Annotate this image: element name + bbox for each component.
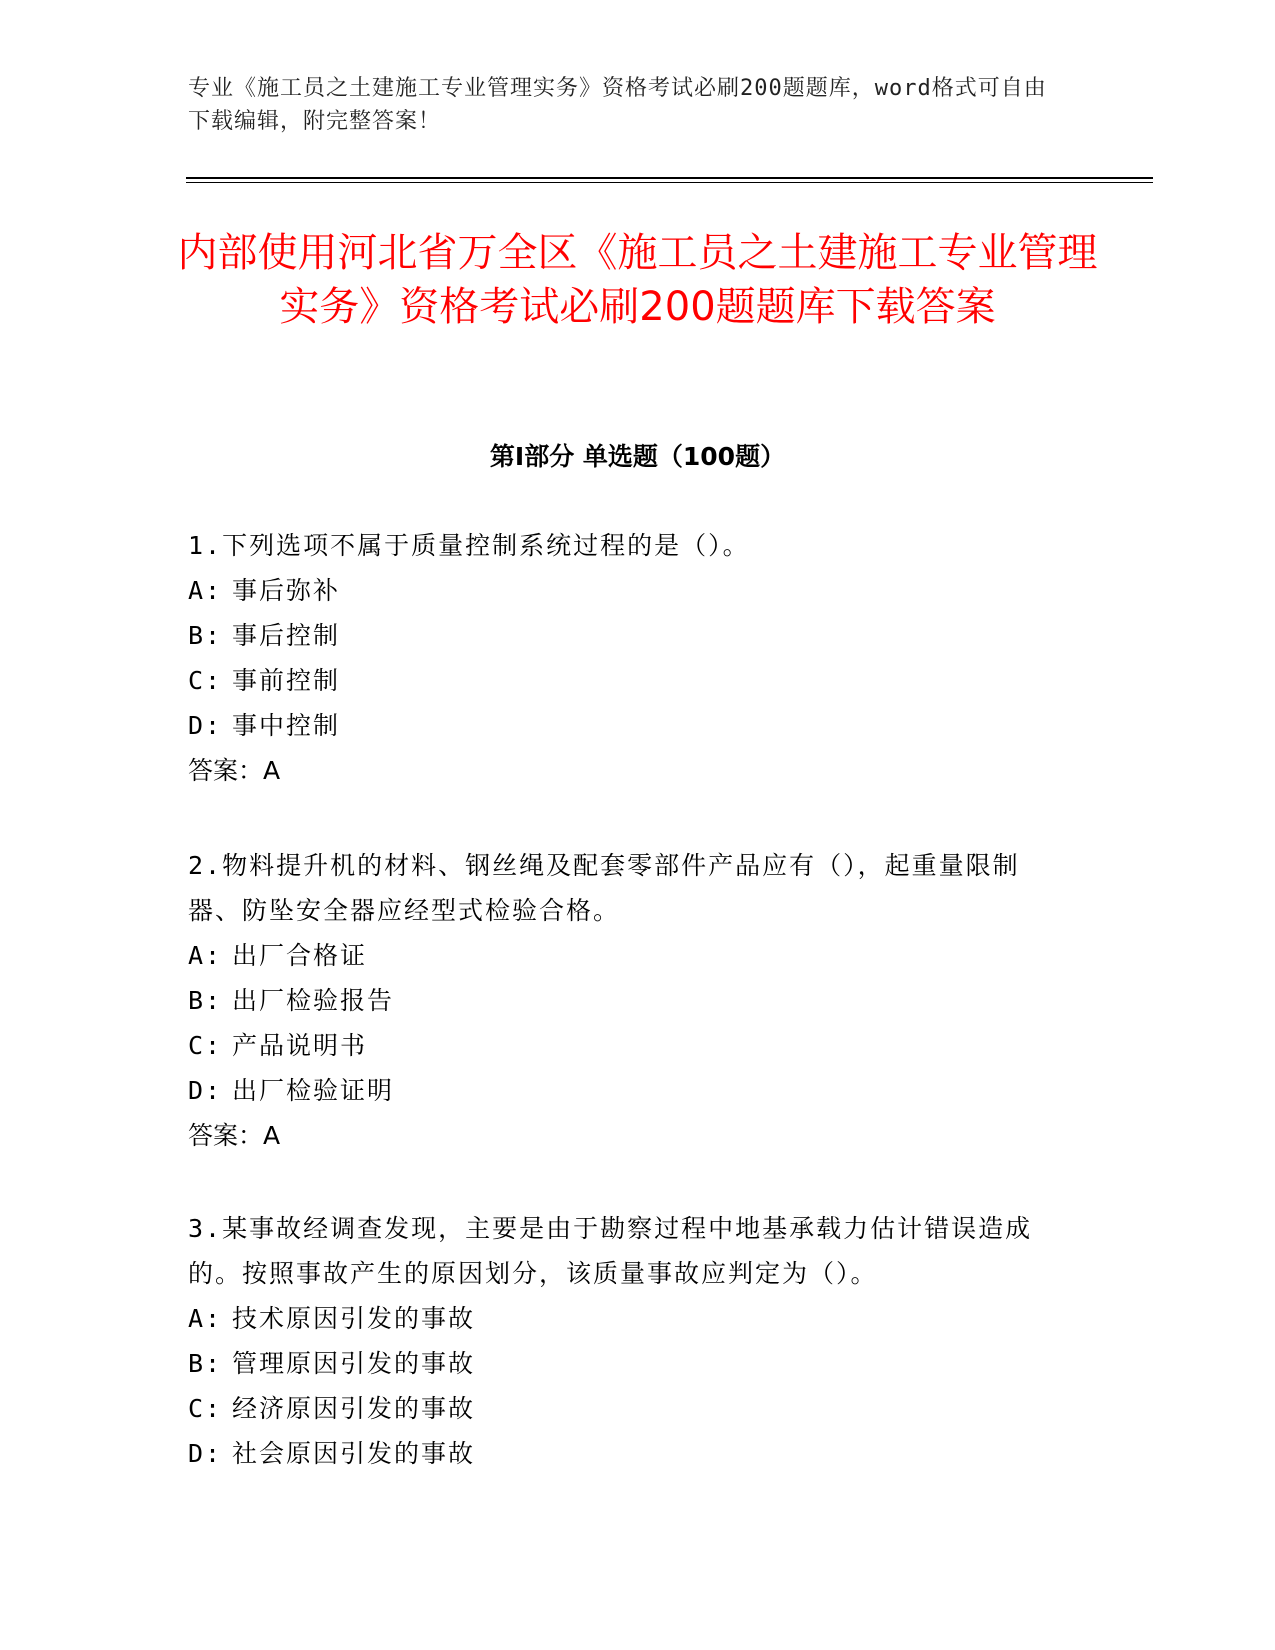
document-title: 内部使用河北省万全区《施工员之土建施工专业管理实务》资格考试必刷200题题库下载答案 — [177, 230, 1098, 330]
option-letter: A: — [188, 576, 223, 605]
option-letter: C: — [188, 666, 223, 695]
option-c — [188, 658, 1068, 703]
question-stem: 3.某事故经调查发现，主要是由于勘察过程中地基承载力估计错误造成的。按照事故产生的原因划分，该质量事故应判定为（）。 — [188, 1214, 1033, 1288]
question-1 — [188, 523, 1068, 793]
option-text: 出厂合格证 — [232, 941, 368, 970]
option-d — [188, 1068, 1068, 1113]
header-rule-thick — [186, 177, 1153, 179]
option-letter: D: — [188, 1076, 223, 1105]
option-text: 事中控制 — [232, 711, 341, 740]
question-stem: 2.物料提升机的材料、钢丝绳及配套零部件产品应有（），起重量限制器、防坠安全器应经型式检验合格。 — [188, 851, 1020, 925]
option-letter: B: — [188, 1349, 223, 1378]
option-text: 产品说明书 — [232, 1031, 368, 1060]
option-a — [188, 568, 1068, 613]
option-d — [188, 703, 1068, 748]
option-text: 经济原因引发的事故 — [232, 1394, 476, 1423]
option-letter: D: — [188, 1439, 223, 1468]
option-letter: B: — [188, 621, 223, 650]
option-text: 事后控制 — [232, 621, 341, 650]
option-letter: B: — [188, 986, 223, 1015]
header-rule-thin — [186, 182, 1153, 183]
option-letter: A: — [188, 1304, 223, 1333]
option-letter: D: — [188, 711, 223, 740]
option-text: 事后弥补 — [232, 576, 341, 605]
option-d — [188, 1431, 1068, 1476]
option-text: 技术原因引发的事故 — [232, 1304, 476, 1333]
option-text: 出厂检验证明 — [232, 1076, 395, 1105]
option-text: 管理原因引发的事故 — [232, 1349, 476, 1378]
option-letter: C: — [188, 1394, 223, 1423]
option-text: 事前控制 — [232, 666, 341, 695]
option-text: 社会原因引发的事故 — [232, 1439, 476, 1468]
option-a — [188, 933, 1068, 978]
option-letter: C: — [188, 1031, 223, 1060]
question-answer: 答案：A — [188, 756, 281, 785]
option-b — [188, 978, 1068, 1023]
option-a — [188, 1296, 1068, 1341]
question-2 — [188, 843, 1068, 1158]
option-text: 出厂检验报告 — [232, 986, 395, 1015]
section-heading: 第I部分 单选题（100题） — [489, 442, 786, 471]
option-b — [188, 1341, 1068, 1386]
question-3 — [188, 1206, 1068, 1476]
question-stem: 1.下列选项不属于质量控制系统过程的是（）。 — [188, 531, 750, 560]
option-c — [188, 1386, 1068, 1431]
option-c — [188, 1023, 1068, 1068]
question-answer: 答案：A — [188, 1121, 281, 1150]
option-b — [188, 613, 1068, 658]
header-note: 专业《施工员之土建施工专业管理实务》资格考试必刷200题题库，word格式可自由下载编辑，附完整答案！ — [188, 76, 1047, 134]
option-letter: A: — [188, 941, 223, 970]
